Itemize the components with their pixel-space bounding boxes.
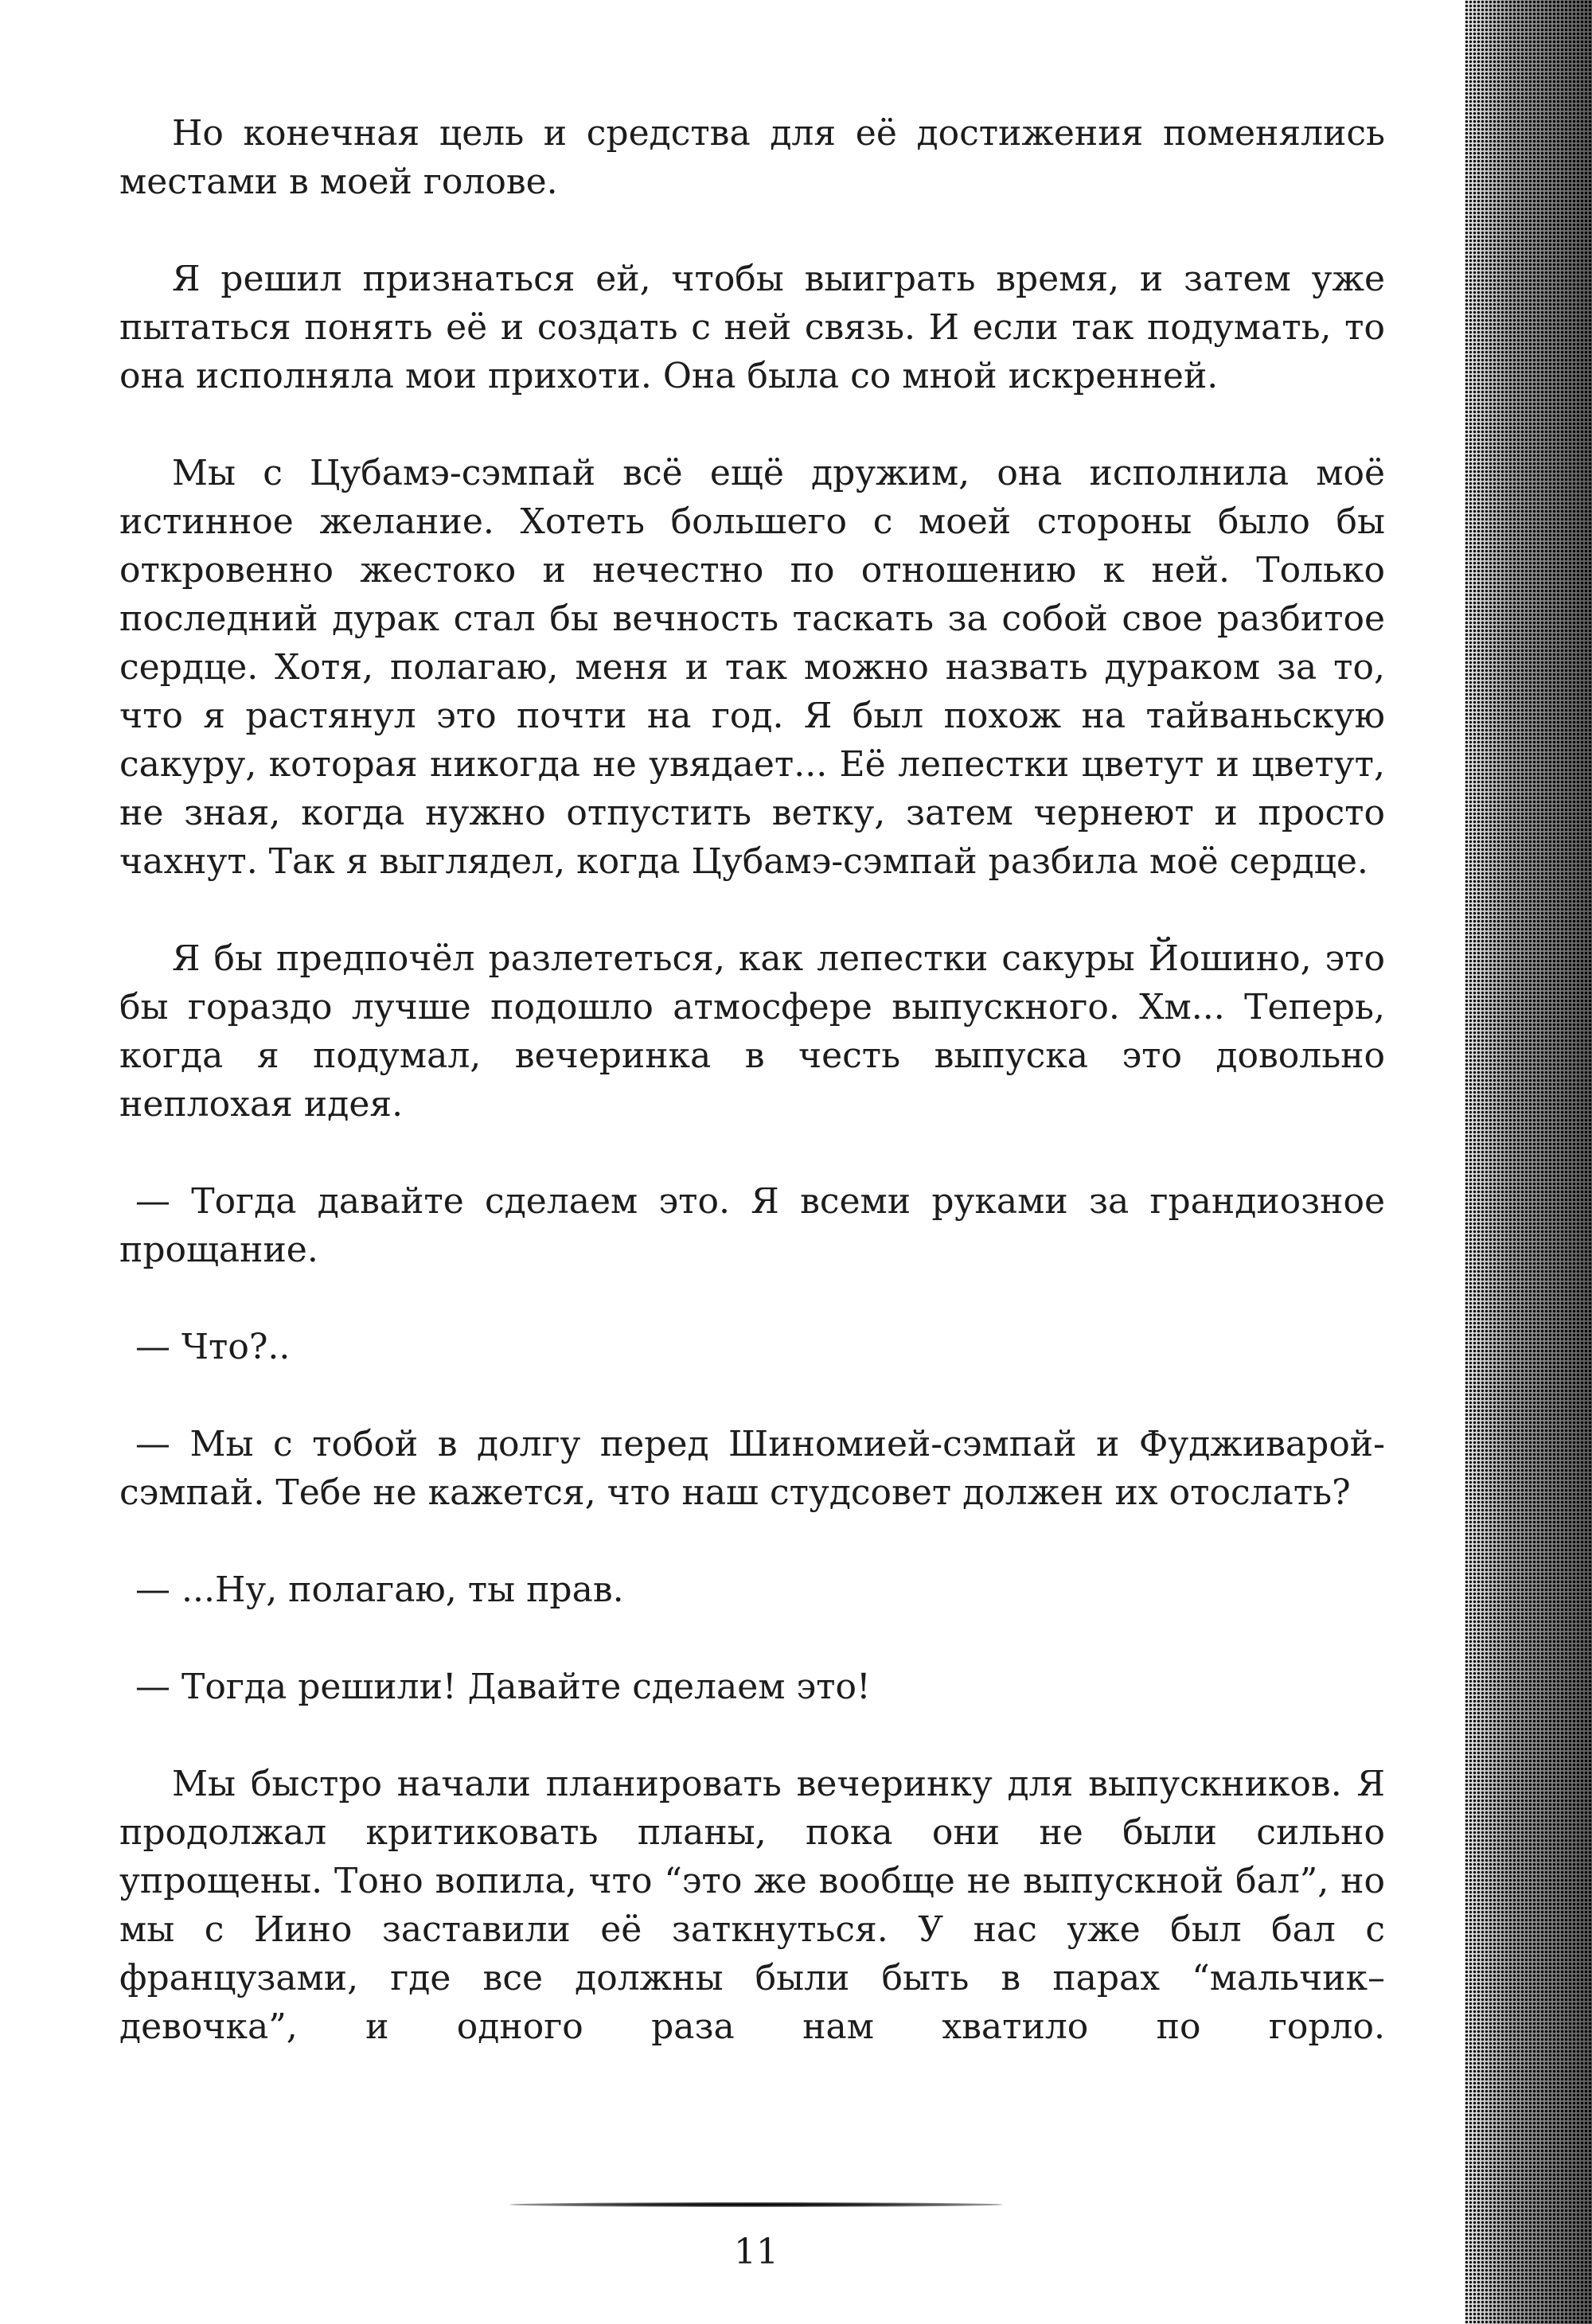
paragraph: Но конечная цель и средства для её достижения поменялись местами в моей голове. [119, 113, 1385, 202]
paragraph: Я бы предпочёл разлететься, как лепестки сакуры Йошино, это бы гораздо лучше подошло атмосфере выпускного. Хм... Теперь, когда я подумал, вечеринка в честь выпуска это довольно неплохая идея. [119, 938, 1385, 1125]
footer-divider [509, 2202, 1003, 2207]
paragraph: Мы быстро начали планировать вечеринку для выпускников. Я продолжал критиковать планы, пока они не были сильно упрощены. Тоно вопила, что “это же вообще не выпускной бал”, но мы с Иино заставили её заткнуться. У нас уже был бал с французами, где все должны были быть в парах “мальчик–девочка”, и одного раза нам хватило по горло. [119, 1764, 1385, 2047]
halftone-edge-decoration [1465, 0, 1592, 2324]
paragraph: Мы с Цубамэ-сэмпай всё ещё дружим, она исполнила моё истинное желание. Хотеть большего с моей стороны было бы откровенно жестоко и нечестно по отношению к ней. Только последний дурак стал бы вечность таскать за собой свое разбитое сердце. Хотя, полагаю, меня и так можно назвать дураком за то, что я растянул это почти на год. Я был похож на тайваньскую сакуру, которая никогда не увядает... Её лепестки цветут и цветут, не зная, когда нужно отпустить ветку, затем чернеют и просто чахнут. Так я выглядел, когда Цубамэ-сэмпай разбила моё сердце. [119, 453, 1385, 882]
dialogue-line: — Тогда давайте сделаем это. Я всеми руками за грандиозное прощание. [119, 1181, 1385, 1270]
dialogue-line: — Что?.. [135, 1327, 291, 1367]
dialogue-line: — ...Ну, полагаю, ты прав. [135, 1569, 624, 1610]
dialogue-line: — Мы с тобой в долгу перед Шиномией-сэмпай и Фудживарой-сэмпай. Тебе не кажется, что наш студсовет должен их отослать? [119, 1424, 1385, 1513]
body-text [119, 109, 1385, 2051]
paragraph: Я решил признаться ей, чтобы выиграть время, и затем уже пытаться понять её и создать с ней связь. И если так подумать, то она исполняла мои прихоти. Она была со мной искренней. [119, 259, 1385, 396]
page-number: 11 [734, 2232, 778, 2272]
dialogue-line: — Тогда решили! Давайте сделаем это! [135, 1667, 871, 1707]
